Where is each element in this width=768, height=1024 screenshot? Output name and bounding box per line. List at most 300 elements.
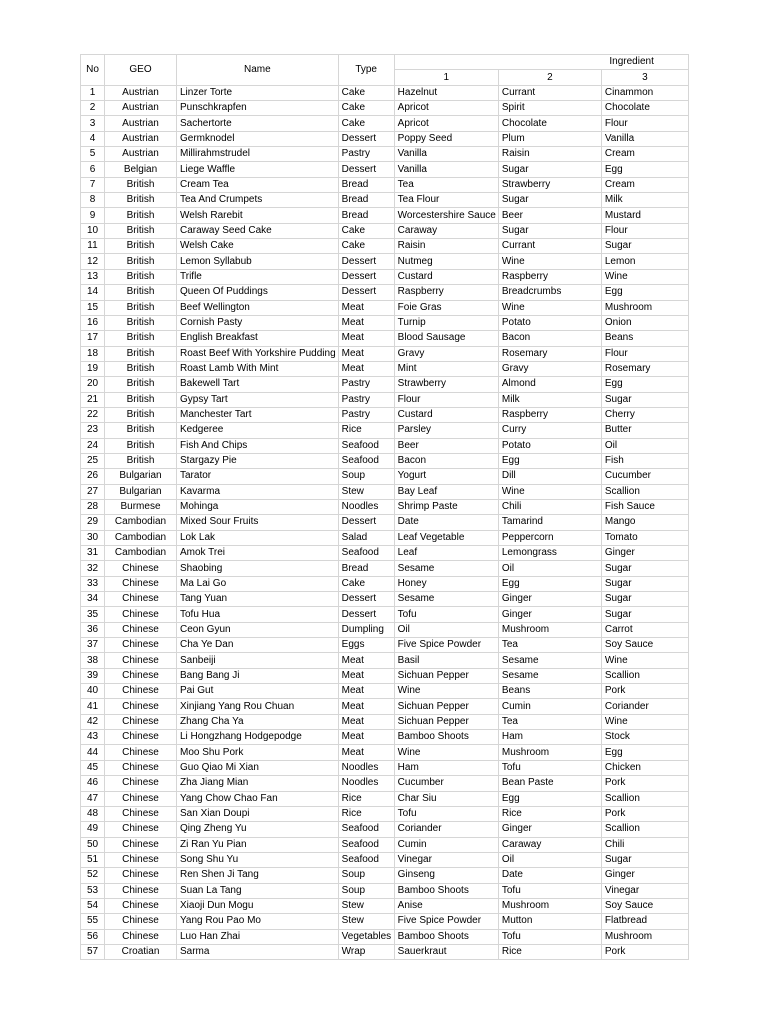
cell-ingredient-2: Wine — [498, 300, 601, 315]
cell-ingredient-3: Sugar — [601, 852, 688, 867]
cell-ingredient-2: Sesame — [498, 653, 601, 668]
cell-name: Suan La Tang — [177, 883, 339, 898]
table-row — [81, 469, 689, 484]
cell-no: 4 — [81, 131, 105, 146]
table-row — [81, 607, 689, 622]
cell-type: Pastry — [338, 377, 394, 392]
cell-type: Pastry — [338, 147, 394, 162]
cell-ingredient-2: Rice — [498, 806, 601, 821]
cell-geo: British — [105, 269, 177, 284]
cell-ingredient-2: Raisin — [498, 147, 601, 162]
cell-geo: Cambodian — [105, 546, 177, 561]
cell-name: Cornish Pasty — [177, 315, 339, 330]
cell-geo: British — [105, 361, 177, 376]
cell-name: Luo Han Zhai — [177, 929, 339, 944]
cell-type: Stew — [338, 484, 394, 499]
cell-name: Punschkrapfen — [177, 101, 339, 116]
cell-ingredient-2: Bacon — [498, 331, 601, 346]
cell-ingredient-3: Onion — [601, 315, 688, 330]
cell-ingredient-1: Basil — [394, 653, 498, 668]
cell-name: Millirahmstrudel — [177, 147, 339, 162]
cell-name: Yang Chow Chao Fan — [177, 791, 339, 806]
cell-type: Pastry — [338, 407, 394, 422]
cell-geo: Belgian — [105, 162, 177, 177]
table-row — [81, 684, 689, 699]
cell-type: Meat — [338, 346, 394, 361]
cell-ingredient-1: Custard — [394, 269, 498, 284]
cell-geo: British — [105, 285, 177, 300]
cell-ingredient-3: Scallion — [601, 668, 688, 683]
cell-ingredient-1: Bay Leaf — [394, 484, 498, 499]
cell-ingredient-1: Tofu — [394, 607, 498, 622]
table-row — [81, 208, 689, 223]
cell-no: 43 — [81, 730, 105, 745]
cell-ingredient-1: Oil — [394, 622, 498, 637]
cell-geo: Cambodian — [105, 515, 177, 530]
cell-no: 7 — [81, 177, 105, 192]
cell-no: 11 — [81, 239, 105, 254]
cell-ingredient-3: Vinegar — [601, 883, 688, 898]
cell-type: Seafood — [338, 546, 394, 561]
cell-type: Rice — [338, 791, 394, 806]
cell-name: Beef Wellington — [177, 300, 339, 315]
table-row — [81, 254, 689, 269]
cell-name: Fish And Chips — [177, 438, 339, 453]
cell-no: 25 — [81, 453, 105, 468]
cell-ingredient-2: Bean Paste — [498, 776, 601, 791]
table-row — [81, 162, 689, 177]
cell-no: 3 — [81, 116, 105, 131]
table-row — [81, 760, 689, 775]
table-row — [81, 714, 689, 729]
cell-ingredient-3: Lemon — [601, 254, 688, 269]
cell-ingredient-2: Curry — [498, 423, 601, 438]
cell-geo: Chinese — [105, 791, 177, 806]
cell-name: English Breakfast — [177, 331, 339, 346]
cell-ingredient-1: Five Spice Powder — [394, 914, 498, 929]
table-row — [81, 423, 689, 438]
cell-ingredient-1: Strawberry — [394, 377, 498, 392]
cell-no: 41 — [81, 699, 105, 714]
cell-type: Dessert — [338, 285, 394, 300]
cell-ingredient-1: Bamboo Shoots — [394, 883, 498, 898]
header-name: Name — [177, 55, 339, 86]
cell-geo: Chinese — [105, 607, 177, 622]
cell-ingredient-2: Tofu — [498, 929, 601, 944]
cell-ingredient-1: Vinegar — [394, 852, 498, 867]
cell-type: Stew — [338, 898, 394, 913]
cell-type: Noodles — [338, 760, 394, 775]
cell-ingredient-3: Sugar — [601, 392, 688, 407]
cell-type: Meat — [338, 653, 394, 668]
cell-no: 16 — [81, 315, 105, 330]
cell-geo: British — [105, 223, 177, 238]
cell-type: Rice — [338, 423, 394, 438]
cell-no: 45 — [81, 760, 105, 775]
table-row — [81, 361, 689, 376]
cell-ingredient-1: Leaf Vegetable — [394, 530, 498, 545]
cell-geo: Bulgarian — [105, 469, 177, 484]
cell-geo: Chinese — [105, 576, 177, 591]
cell-ingredient-1: Poppy Seed — [394, 131, 498, 146]
cell-ingredient-1: Sesame — [394, 561, 498, 576]
cell-geo: Austrian — [105, 116, 177, 131]
cell-name: San Xian Doupi — [177, 806, 339, 821]
cell-ingredient-3: Scallion — [601, 484, 688, 499]
table-row — [81, 806, 689, 821]
cell-no: 6 — [81, 162, 105, 177]
cell-ingredient-1: Sichuan Pepper — [394, 714, 498, 729]
cell-name: Roast Lamb With Mint — [177, 361, 339, 376]
table-row — [81, 377, 689, 392]
cell-name: Yang Rou Pao Mo — [177, 914, 339, 929]
table-row — [81, 822, 689, 837]
cell-ingredient-2: Date — [498, 868, 601, 883]
table-row — [81, 239, 689, 254]
cell-ingredient-2: Mutton — [498, 914, 601, 929]
cell-ingredient-1: Leaf — [394, 546, 498, 561]
cell-no: 38 — [81, 653, 105, 668]
cell-geo: Austrian — [105, 147, 177, 162]
table-row — [81, 730, 689, 745]
cell-geo: British — [105, 453, 177, 468]
cell-type: Seafood — [338, 822, 394, 837]
table-row — [81, 699, 689, 714]
cell-ingredient-2: Tea — [498, 638, 601, 653]
cell-type: Bread — [338, 561, 394, 576]
cell-no: 48 — [81, 806, 105, 821]
cell-no: 50 — [81, 837, 105, 852]
cell-ingredient-1: Wine — [394, 684, 498, 699]
cell-no: 28 — [81, 499, 105, 514]
cell-no: 44 — [81, 745, 105, 760]
cell-ingredient-3: Wine — [601, 269, 688, 284]
cell-type: Meat — [338, 745, 394, 760]
cell-geo: Chinese — [105, 745, 177, 760]
cell-ingredient-2: Currant — [498, 239, 601, 254]
cell-ingredient-2: Sugar — [498, 193, 601, 208]
cell-geo: British — [105, 315, 177, 330]
cell-type: Seafood — [338, 438, 394, 453]
cell-ingredient-2: Dill — [498, 469, 601, 484]
cell-type: Bread — [338, 208, 394, 223]
cell-type: Bread — [338, 177, 394, 192]
cell-type: Dessert — [338, 131, 394, 146]
cell-ingredient-2: Peppercorn — [498, 530, 601, 545]
table-row — [81, 576, 689, 591]
cell-no: 15 — [81, 300, 105, 315]
cell-ingredient-1: Anise — [394, 898, 498, 913]
cell-ingredient-1: Five Spice Powder — [394, 638, 498, 653]
cell-name: Welsh Cake — [177, 239, 339, 254]
cell-name: Tea And Crumpets — [177, 193, 339, 208]
cell-ingredient-1: Sauerkraut — [394, 944, 498, 959]
cell-no: 1 — [81, 85, 105, 100]
cell-name: Lemon Syllabub — [177, 254, 339, 269]
cell-ingredient-1: Apricot — [394, 116, 498, 131]
cell-ingredient-1: Tofu — [394, 806, 498, 821]
cell-ingredient-3: Flour — [601, 346, 688, 361]
cell-ingredient-2: Egg — [498, 453, 601, 468]
cell-ingredient-1: Turnip — [394, 315, 498, 330]
cell-geo: British — [105, 254, 177, 269]
cell-geo: Chinese — [105, 684, 177, 699]
cell-ingredient-2: Currant — [498, 85, 601, 100]
cell-ingredient-1: Coriander — [394, 822, 498, 837]
cell-ingredient-1: Parsley — [394, 423, 498, 438]
header-type: Type — [338, 55, 394, 86]
cell-ingredient-1: Wine — [394, 745, 498, 760]
cell-no: 23 — [81, 423, 105, 438]
table-row — [81, 668, 689, 683]
cell-ingredient-1: Ham — [394, 760, 498, 775]
cell-no: 10 — [81, 223, 105, 238]
cell-ingredient-1: Hazelnut — [394, 85, 498, 100]
cell-ingredient-2: Sugar — [498, 162, 601, 177]
cell-type: Soup — [338, 469, 394, 484]
cell-name: Moo Shu Pork — [177, 745, 339, 760]
cell-name: Gypsy Tart — [177, 392, 339, 407]
cell-ingredient-1: Raspberry — [394, 285, 498, 300]
cell-ingredient-2: Chili — [498, 499, 601, 514]
table-row — [81, 622, 689, 637]
cell-ingredient-3: Egg — [601, 162, 688, 177]
cell-name: Kedgeree — [177, 423, 339, 438]
cell-name: Xiaoji Dun Mogu — [177, 898, 339, 913]
cell-geo: British — [105, 239, 177, 254]
cell-no: 39 — [81, 668, 105, 683]
cell-ingredient-2: Tea — [498, 714, 601, 729]
cell-geo: Chinese — [105, 883, 177, 898]
cell-name: Mixed Sour Fruits — [177, 515, 339, 530]
header-no: No — [81, 55, 105, 86]
cell-ingredient-3: Fish Sauce — [601, 499, 688, 514]
table-row — [81, 315, 689, 330]
cell-ingredient-1: Gravy — [394, 346, 498, 361]
cell-no: 32 — [81, 561, 105, 576]
cell-ingredient-2: Chocolate — [498, 116, 601, 131]
cell-geo: Chinese — [105, 914, 177, 929]
cell-name: Amok Trei — [177, 546, 339, 561]
cell-name: Ren Shen Ji Tang — [177, 868, 339, 883]
cell-ingredient-3: Stock — [601, 730, 688, 745]
cell-ingredient-2: Ham — [498, 730, 601, 745]
cell-ingredient-2: Spirit — [498, 101, 601, 116]
cell-no: 19 — [81, 361, 105, 376]
cell-ingredient-2: Rice — [498, 944, 601, 959]
header-ingredient-3: 3 — [601, 70, 688, 85]
cell-ingredient-3: Sugar — [601, 239, 688, 254]
cell-name: Lok Lak — [177, 530, 339, 545]
cell-geo: British — [105, 438, 177, 453]
cell-geo: British — [105, 177, 177, 192]
cell-geo: British — [105, 300, 177, 315]
cell-name: Sarma — [177, 944, 339, 959]
table-row — [81, 530, 689, 545]
cell-ingredient-3: Ginger — [601, 546, 688, 561]
cell-ingredient-3: Mango — [601, 515, 688, 530]
cell-no: 31 — [81, 546, 105, 561]
table-row — [81, 944, 689, 959]
table-row — [81, 852, 689, 867]
cell-ingredient-1: Honey — [394, 576, 498, 591]
cell-geo: British — [105, 208, 177, 223]
cell-name: Kavarma — [177, 484, 339, 499]
cell-no: 33 — [81, 576, 105, 591]
cell-no: 52 — [81, 868, 105, 883]
cell-ingredient-1: Tea Flour — [394, 193, 498, 208]
cell-ingredient-2: Potato — [498, 438, 601, 453]
cell-geo: Chinese — [105, 730, 177, 745]
cell-type: Seafood — [338, 453, 394, 468]
cell-ingredient-1: Date — [394, 515, 498, 530]
cell-type: Dessert — [338, 162, 394, 177]
cell-ingredient-2: Ginger — [498, 607, 601, 622]
cell-geo: Chinese — [105, 929, 177, 944]
cell-geo: British — [105, 193, 177, 208]
header-ingredient-2: 2 — [498, 70, 601, 85]
table-row — [81, 193, 689, 208]
cell-no: 12 — [81, 254, 105, 269]
cell-ingredient-2: Oil — [498, 852, 601, 867]
cell-no: 21 — [81, 392, 105, 407]
cell-ingredient-2: Raspberry — [498, 407, 601, 422]
cell-name: Queen Of Puddings — [177, 285, 339, 300]
cell-geo: Chinese — [105, 668, 177, 683]
cell-geo: Chinese — [105, 561, 177, 576]
cell-ingredient-2: Tofu — [498, 760, 601, 775]
cell-ingredient-3: Cherry — [601, 407, 688, 422]
cell-geo: Croatian — [105, 944, 177, 959]
cell-ingredient-2: Ginger — [498, 822, 601, 837]
cell-name: Sachertorte — [177, 116, 339, 131]
cell-ingredient-2: Plum — [498, 131, 601, 146]
cell-name: Bang Bang Ji — [177, 668, 339, 683]
cell-ingredient-1: Bamboo Shoots — [394, 929, 498, 944]
cell-ingredient-1: Nutmeg — [394, 254, 498, 269]
cell-no: 5 — [81, 147, 105, 162]
cell-name: Welsh Rarebit — [177, 208, 339, 223]
cell-ingredient-2: Ginger — [498, 592, 601, 607]
cell-ingredient-3: Sugar — [601, 561, 688, 576]
cell-type: Cake — [338, 576, 394, 591]
cell-ingredient-1: Char Siu — [394, 791, 498, 806]
cell-type: Dessert — [338, 592, 394, 607]
cell-ingredient-1: Worcestershire Sauce — [394, 208, 498, 223]
cell-type: Eggs — [338, 638, 394, 653]
cell-ingredient-3: Wine — [601, 653, 688, 668]
cell-name: Li Hongzhang Hodgepodge — [177, 730, 339, 745]
cell-type: Dessert — [338, 254, 394, 269]
table-row — [81, 147, 689, 162]
cell-ingredient-3: Flour — [601, 116, 688, 131]
cell-ingredient-2: Tamarind — [498, 515, 601, 530]
cell-type: Meat — [338, 668, 394, 683]
cell-geo: Chinese — [105, 760, 177, 775]
cell-type: Cake — [338, 101, 394, 116]
cell-no: 51 — [81, 852, 105, 867]
cell-name: Zha Jiang Mian — [177, 776, 339, 791]
cell-geo: Chinese — [105, 806, 177, 821]
cell-ingredient-2: Egg — [498, 576, 601, 591]
cell-ingredient-3: Flour — [601, 223, 688, 238]
cell-geo: Chinese — [105, 592, 177, 607]
cell-ingredient-1: Sichuan Pepper — [394, 668, 498, 683]
cell-ingredient-2: Mushroom — [498, 898, 601, 913]
cell-no: 26 — [81, 469, 105, 484]
cell-ingredient-2: Rosemary — [498, 346, 601, 361]
cell-ingredient-3: Butter — [601, 423, 688, 438]
cell-ingredient-1: Caraway — [394, 223, 498, 238]
table-row — [81, 438, 689, 453]
cell-type: Meat — [338, 331, 394, 346]
table-row — [81, 653, 689, 668]
cell-geo: Chinese — [105, 776, 177, 791]
table-row — [81, 392, 689, 407]
table-row — [81, 745, 689, 760]
cell-name: Germknodel — [177, 131, 339, 146]
cell-name: Roast Beef With Yorkshire Pudding — [177, 346, 339, 361]
cell-name: Stargazy Pie — [177, 453, 339, 468]
cell-geo: Chinese — [105, 868, 177, 883]
table-row — [81, 592, 689, 607]
cell-geo: British — [105, 377, 177, 392]
cell-geo: Chinese — [105, 699, 177, 714]
cell-type: Soup — [338, 883, 394, 898]
cell-geo: British — [105, 392, 177, 407]
cell-name: Cream Tea — [177, 177, 339, 192]
cell-name: Linzer Torte — [177, 85, 339, 100]
cell-ingredient-1: Shrimp Paste — [394, 499, 498, 514]
cell-ingredient-1: Cumin — [394, 837, 498, 852]
header-ingredient: Ingredient — [394, 55, 688, 70]
table-row — [81, 898, 689, 913]
cell-name: Tang Yuan — [177, 592, 339, 607]
cell-no: 13 — [81, 269, 105, 284]
cell-ingredient-1: Bamboo Shoots — [394, 730, 498, 745]
cell-name: Manchester Tart — [177, 407, 339, 422]
table-row — [81, 285, 689, 300]
cell-geo: British — [105, 407, 177, 422]
cell-type: Cake — [338, 239, 394, 254]
table-row — [81, 116, 689, 131]
cell-ingredient-3: Soy Sauce — [601, 898, 688, 913]
cell-name: Trifle — [177, 269, 339, 284]
cell-ingredient-3: Egg — [601, 377, 688, 392]
table-row — [81, 837, 689, 852]
table-row — [81, 453, 689, 468]
cell-ingredient-2: Beans — [498, 684, 601, 699]
table-row — [81, 515, 689, 530]
cell-ingredient-3: Sugar — [601, 576, 688, 591]
cell-ingredient-3: Scallion — [601, 822, 688, 837]
table-row — [81, 883, 689, 898]
table-row — [81, 776, 689, 791]
cell-ingredient-3: Cucumber — [601, 469, 688, 484]
cell-ingredient-3: Carrot — [601, 622, 688, 637]
table-row — [81, 914, 689, 929]
cell-ingredient-3: Rosemary — [601, 361, 688, 376]
cell-ingredient-3: Tomato — [601, 530, 688, 545]
cell-no: 27 — [81, 484, 105, 499]
cell-ingredient-1: Blood Sausage — [394, 331, 498, 346]
cell-ingredient-2: Strawberry — [498, 177, 601, 192]
cell-geo: Austrian — [105, 131, 177, 146]
cell-no: 55 — [81, 914, 105, 929]
cell-ingredient-3: Wine — [601, 714, 688, 729]
cell-type: Noodles — [338, 499, 394, 514]
cell-ingredient-3: Mushroom — [601, 300, 688, 315]
